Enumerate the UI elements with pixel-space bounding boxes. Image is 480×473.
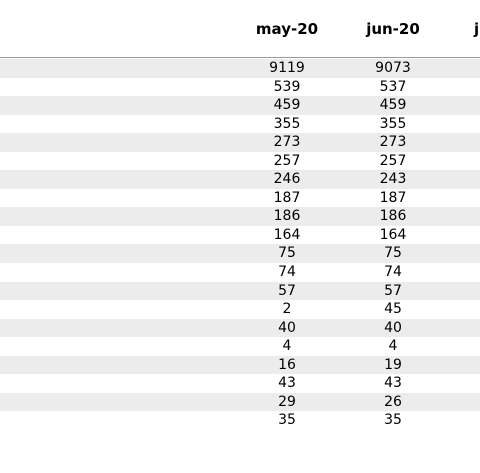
column-header-may-20: may-20 bbox=[255, 20, 319, 38]
cell-jun-20: 273 bbox=[379, 134, 407, 151]
cell-jun-20: 45 bbox=[384, 301, 402, 318]
table-row bbox=[0, 189, 480, 208]
cell-jun-20: 43 bbox=[384, 375, 402, 392]
cell-jun-20: 257 bbox=[379, 152, 407, 169]
cell-jun-20: 9073 bbox=[375, 60, 411, 76]
cell-may-20: 57 bbox=[278, 282, 296, 299]
table-row bbox=[0, 133, 480, 152]
column-header-jun-20: jun-20 bbox=[366, 20, 420, 38]
cell-may-20: 355 bbox=[273, 115, 301, 132]
cell-may-20: 40 bbox=[278, 319, 296, 336]
cell-may-20: 273 bbox=[273, 134, 301, 151]
table-row bbox=[0, 282, 480, 301]
cell-may-20: 29 bbox=[278, 393, 296, 410]
cell-may-20: 257 bbox=[273, 152, 301, 169]
table-row bbox=[0, 319, 480, 338]
cell-may-20: 16 bbox=[278, 356, 296, 373]
table-row bbox=[0, 152, 480, 171]
cell-jun-20: 74 bbox=[384, 264, 402, 281]
table-row bbox=[0, 244, 480, 263]
cell-may-20: 246 bbox=[273, 171, 301, 188]
cell-jun-20: 164 bbox=[379, 226, 407, 243]
table-row bbox=[0, 226, 480, 245]
table-row bbox=[0, 78, 480, 97]
cell-may-20: 459 bbox=[273, 97, 301, 114]
cell-may-20: 186 bbox=[273, 208, 301, 225]
cell-may-20: 75 bbox=[278, 245, 296, 262]
cell-jun-20: 4 bbox=[388, 338, 398, 355]
cell-may-20: 2 bbox=[282, 301, 292, 318]
cell-jun-20: 243 bbox=[379, 171, 407, 188]
cell-jun-20: 19 bbox=[384, 356, 402, 373]
cell-may-20: 164 bbox=[273, 226, 301, 243]
cell-jun-20: 35 bbox=[384, 412, 402, 429]
cell-may-20: 4 bbox=[282, 338, 292, 355]
cell-may-20: 74 bbox=[278, 264, 296, 281]
table-row bbox=[0, 393, 480, 412]
cell-jun-20: 186 bbox=[379, 208, 407, 225]
column-header-truncated: j bbox=[474, 20, 480, 38]
cell-jun-20: 26 bbox=[384, 393, 402, 410]
table-row bbox=[0, 337, 480, 356]
cell-jun-20: 40 bbox=[384, 319, 402, 336]
cell-jun-20: 537 bbox=[379, 78, 407, 95]
cell-jun-20: 75 bbox=[384, 245, 402, 262]
table-row bbox=[0, 411, 480, 430]
table-row bbox=[0, 96, 480, 115]
cell-jun-20: 57 bbox=[384, 282, 402, 299]
table-row bbox=[0, 300, 480, 319]
header-divider bbox=[0, 57, 480, 58]
table-row bbox=[0, 170, 480, 189]
table-row bbox=[0, 115, 480, 134]
cell-jun-20: 459 bbox=[379, 97, 407, 114]
table-row bbox=[0, 356, 480, 375]
table-row bbox=[0, 207, 480, 226]
table-body bbox=[0, 59, 480, 430]
cell-jun-20: 187 bbox=[379, 189, 407, 206]
table-row bbox=[0, 263, 480, 282]
table-header bbox=[0, 14, 480, 44]
cell-may-20: 35 bbox=[278, 412, 296, 429]
cell-may-20: 9119 bbox=[269, 60, 305, 76]
cell-jun-20: 355 bbox=[379, 115, 407, 132]
table-row bbox=[0, 59, 480, 78]
cell-may-20: 43 bbox=[278, 375, 296, 392]
table-row bbox=[0, 374, 480, 393]
cell-may-20: 187 bbox=[273, 189, 301, 206]
cell-may-20: 539 bbox=[273, 78, 301, 95]
